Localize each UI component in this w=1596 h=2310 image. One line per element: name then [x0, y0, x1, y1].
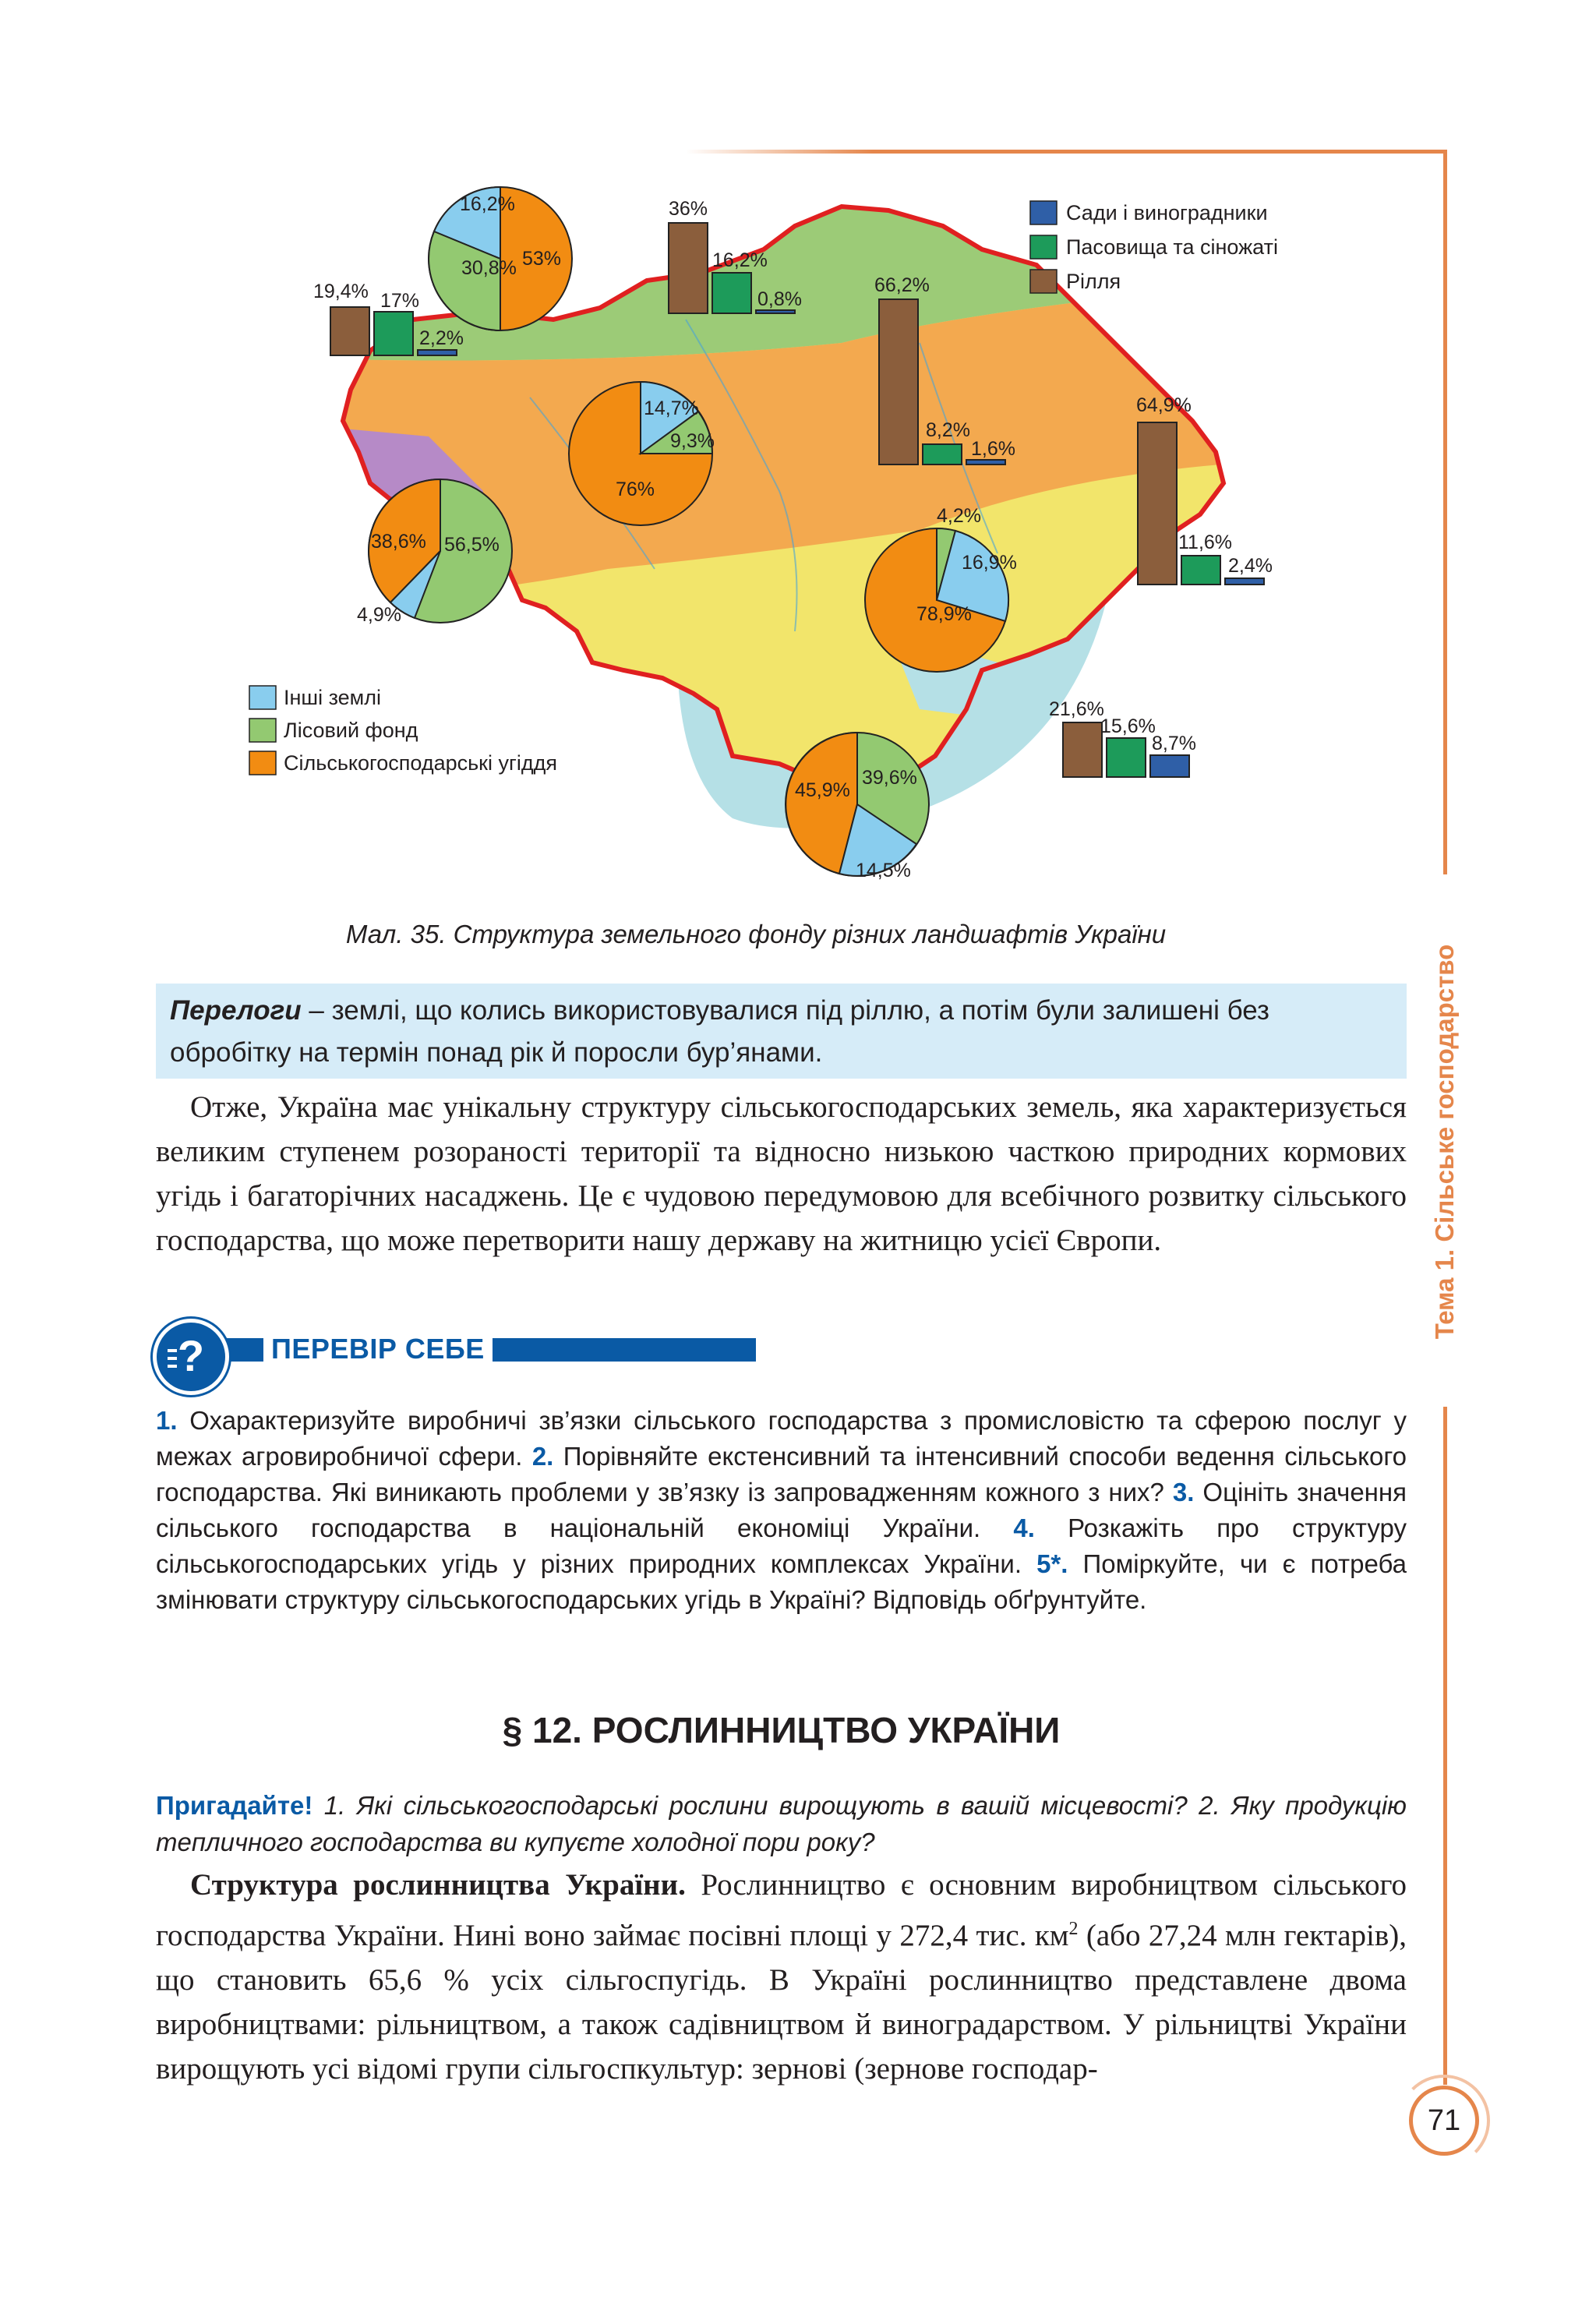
legend-swatch-other-lands [249, 686, 276, 709]
legend-label-forest: Лісовий фонд [284, 719, 418, 742]
legend-label-pastures: Пасовища та сіножаті [1066, 235, 1278, 259]
section-title: § 12. РОСЛИННИЦТВО УКРАЇНИ [502, 1710, 1061, 1750]
definition-term: Перелоги [170, 995, 302, 1026]
legend-swatch-forest [249, 719, 276, 742]
question-text: Поміркуйте, чи є потреба змінювати структуру сільськогосподарських угідь в Україні? Відповідь обґрунтуйте. [156, 1549, 1407, 1614]
pie-north-west-agri: 53% [522, 248, 562, 270]
bars-south [1049, 698, 1196, 777]
pie-forest-steppe-forest: 9,3% [670, 430, 715, 452]
paragraph-text: Рослинництво є основним виробництвом сільського господарства України. Нині воно займає посівні площі у 272,4 тис. км [156, 1868, 1407, 1952]
question-number: 1. [156, 1406, 178, 1435]
question-text: Охарактеризуйте виробничі зв’язки сільського господарства з промисловістю та сферою послуг у межах агровиробничої сфери. [156, 1406, 1407, 1471]
pie-carpathians-agri: 38,6% [371, 531, 426, 553]
bar-center-gardens: 1,6% [971, 438, 1015, 460]
bar-east-pasture: 11,6% [1178, 532, 1233, 553]
bar-south-pasture: 15,6% [1100, 715, 1156, 737]
paragraph-heading: Структура рослинництва України. [190, 1868, 686, 1902]
definition-text [170, 990, 1393, 1074]
bar-west-pasture: 17% [380, 290, 420, 312]
page-number: 71 [1427, 2104, 1461, 2137]
bar-north-arable: 36% [669, 198, 708, 220]
question-number: 5*. [1036, 1549, 1068, 1578]
bar-east-arable: 64,9% [1136, 394, 1192, 416]
frame-line-top [873, 150, 1446, 154]
frame-line-fade [686, 150, 873, 154]
land-fund-map [284, 164, 1301, 892]
bar-center-arable: 66,2% [874, 274, 930, 296]
bar-south-arable: 21,6% [1049, 698, 1104, 720]
figure-caption: Мал. 35. Структура земельного фонду різних ландшафтів України [345, 920, 1167, 948]
review-questions [156, 1403, 1407, 1618]
legend-swatch-gardens [1030, 201, 1057, 224]
frame-line-right-bottom [1443, 1407, 1447, 2085]
legend-land-fund [249, 686, 557, 775]
paragraph-plant-growing [156, 1863, 1407, 2091]
question-icon [153, 1319, 229, 1395]
bar-west-gardens: 2,2% [419, 327, 464, 349]
bar-south-gardens: 8,7% [1152, 733, 1196, 754]
pie-north-west [429, 187, 572, 330]
bar-center-pasture: 8,2% [926, 419, 970, 441]
pie-carpathians-other: 4,9% [357, 604, 401, 626]
question-text: Розкажіть про структуру сільськогосподарських угідь у різних природних комплексах України. [156, 1514, 1407, 1578]
check-yourself-title: ПЕРЕВІР СЕБЕ [263, 1333, 493, 1365]
pie-north-west-other: 16,2% [460, 193, 515, 215]
pie-forest-steppe [569, 382, 715, 525]
legend-swatch-arable [1030, 270, 1057, 293]
pie-forest-steppe-other: 14,7% [644, 397, 699, 419]
bar-west-arable: 19,4% [313, 281, 369, 302]
legend-label-arable: Рілля [1066, 270, 1121, 293]
legend-label-agri: Сільськогосподарські угіддя [284, 751, 557, 775]
pie-crimea [786, 733, 929, 881]
question-number: 3. [1172, 1478, 1195, 1506]
pie-crimea-other: 14,5% [856, 860, 911, 881]
question-number: 4. [1013, 1514, 1035, 1542]
pie-steppe-forest: 4,2% [937, 505, 981, 527]
pie-crimea-agri: 45,9% [795, 779, 850, 801]
recall-text: 1. Які сільськогосподарські рослини вирощують в вашій місцевості? 2. Яку продукцію тепличного господарства ви купуєте холодної пори року? [156, 1791, 1407, 1856]
recall-block [156, 1787, 1407, 1860]
frame-line-right-top [1443, 150, 1447, 874]
paragraph-summary: Отже, Україна має унікальну структуру сільськогосподарських земель, яка характеризується великим ступенем розораності території та відносно низькою часткою природних кормових угідь і багаторічних насаджень. Це є чудовою передумовою для всебічного розвитку сільського господарства, що може перетворити нашу державу на житницю усієї Європи. [156, 1090, 1407, 1257]
recall-label: Пригадайте! [156, 1791, 313, 1820]
bar-east-gardens: 2,4% [1228, 555, 1273, 577]
bar-north-pasture: 16,2% [712, 249, 768, 271]
definition-body: – землі, що колись використовувалися під ріллю, а потім були залишені без обробітку на термін понад рік й поросли бур’янами. [170, 995, 1269, 1068]
pie-crimea-forest: 39,6% [862, 767, 917, 789]
pie-forest-steppe-agri: 76% [616, 479, 655, 500]
legend-label-other-lands: Інші землі [284, 686, 381, 709]
legend-land-use [1030, 201, 1278, 293]
pie-carpathians [357, 479, 512, 626]
pie-steppe-other: 16,9% [962, 552, 1017, 574]
pie-steppe-agri: 78,9% [916, 603, 972, 625]
legend-swatch-agri [249, 751, 276, 775]
svg-text:?: ? [177, 1331, 205, 1380]
superscript: 2 [1068, 1919, 1079, 1939]
pie-north-west-forest: 30,8% [461, 257, 517, 279]
pie-carpathians-forest: 56,5% [444, 534, 500, 556]
chapter-side-label: Тема 1. Сільське господарство [1430, 944, 1459, 1340]
question-number: 2. [531, 1442, 554, 1471]
legend-label-gardens: Сади і виноградники [1066, 201, 1268, 224]
question-text: Порівняйте екстенсивний та інтенсивний способи ведення сільського господарства. Які виникають проблеми у зв’язку із запровадженням кожного з них? [156, 1442, 1407, 1506]
paragraph-text-cont: (або 27,24 млн гектарів), що становить 65,6 % усіх сільгоспугідь. В Україні рослинництво представлене двома виробництвами: рільництвом, а також садівництвом й виноградарством. У рільництві України вирощують усі відомі групи сільгоспкультур: зернові (зернове господар- [156, 1919, 1407, 2086]
bar-north-gardens: 0,8% [757, 288, 802, 310]
question-text: Оцініть значення сільського господарства в національній економіці України. [156, 1478, 1407, 1542]
legend-swatch-pastures [1030, 235, 1057, 259]
